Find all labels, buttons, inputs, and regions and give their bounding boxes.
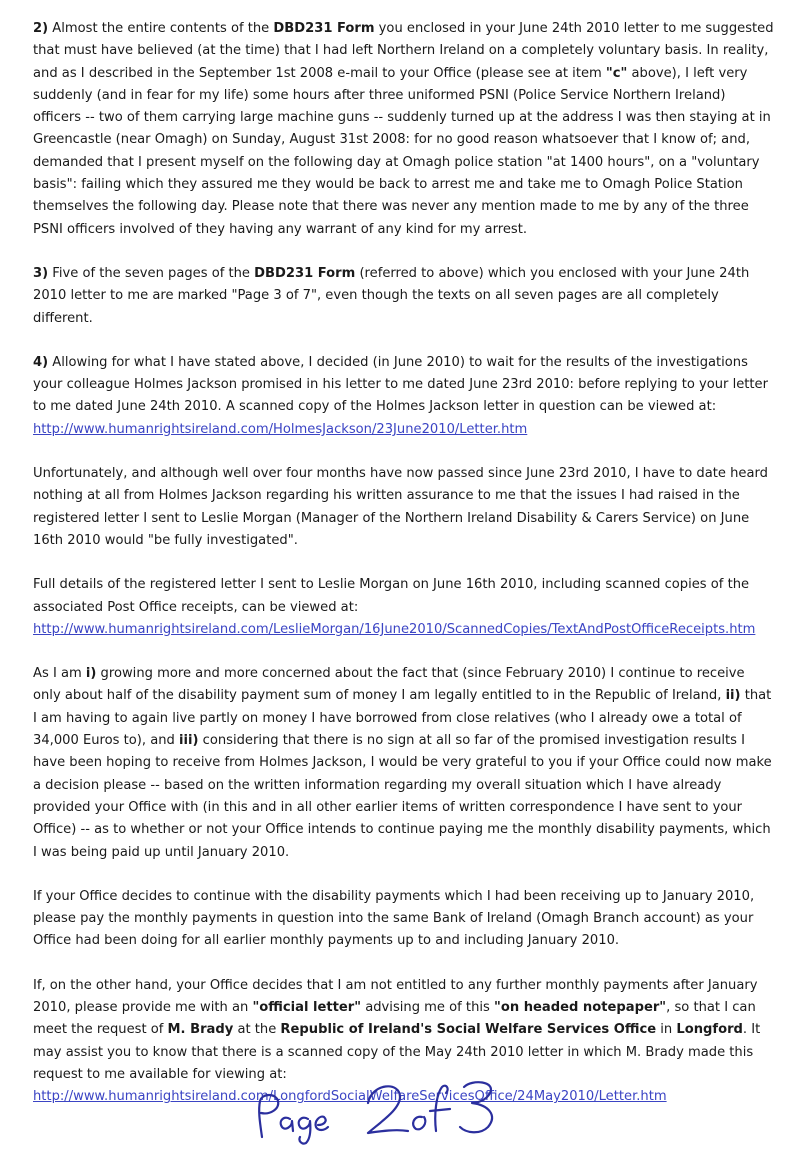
paragraph-text: Unfortunately, and although well over four months have now passed since June 23rd 2010, I have to date heard nothing at all from Holmes Jackson regarding his written assurance to me that the issues I had raised in the registered letter I sent to Leslie Morgan (Manager of the Northern Ireland Disability & Carers Service) on June 16th 2010 would "be fully investigated". xyxy=(33,466,768,548)
emphasis: Longford xyxy=(676,1022,743,1038)
paragraph-text: above), I left very suddenly (and in fear for my life) some hours after three uniformed PSNI (Police Service Northern Ireland) officers -- two of them carrying large machine guns -- suddenly turned up at the address I was then staying at in Greencastle (near Omagh) on Sunday, August 31st 2008: for no good reason whatsoever that I know of; and, demanded that I present myself on the following day at Omagh police station "at 1400 hours", on a "voluntary basis": failing which they assured me they would be back to arrest me and take me to Omagh Police Station themselves the following day. Please note that there was never any mention made to me by any of the three PSNI officers involved of they having any warrant of any kind for my arrest. xyxy=(33,65,771,237)
paragraph-3 xyxy=(33,263,776,330)
paragraph-text: considering that there is no sign at all so far of the promised investigation results I have been hoping to receive from Holmes Jackson, I would be very grateful to you if your Office could now make a decision please -- based on the written information regarding my overall situation which I have already provided your Office with (in this and in all other earlier items of written correspondence I have sent to your Office) -- as to whether or not your Office intends to continue paying me the monthly disability payments, which I was being paid up until January 2010. xyxy=(33,733,772,860)
paragraph-4 xyxy=(33,352,776,441)
paragraph-text: Allowing for what I have stated above, I decided (in June 2010) to wait for the results of the investigations your colleague Holmes Jackson promised in his letter to me dated June 23rd 2010: before replying to your letter to me dated June 24th 2010. A scanned copy of the Holmes Jackson letter in question can be viewed at: xyxy=(33,354,769,415)
paragraph-2 xyxy=(33,18,776,241)
paragraph-text: If your Office decides to continue with the disability payments which I had been receiving up to January 2010, please pay the monthly payments in question into the same Bank of Ireland (Omagh Branch account) as your Office had been doing for all earlier monthly payments up to and including January 2010. xyxy=(33,888,755,949)
form-name: DBD231 Form xyxy=(254,265,356,281)
paragraph-text: that I am having to again live partly on money I have borrowed from close relatives (who I already owe a total of 34,000 Euros to), and xyxy=(33,688,772,749)
paragraph-text: at the xyxy=(233,1022,281,1038)
item-number: 3) xyxy=(33,265,49,281)
form-name: DBD231 Form xyxy=(273,21,375,36)
item-number: 4) xyxy=(33,354,49,370)
handwritten-page-number xyxy=(250,1075,540,1145)
paragraph-text: Full details of the registered letter I sent to Leslie Morgan on June 16th 2010, including scanned copies of the associated Post Office receipts, can be viewed at: xyxy=(33,577,750,615)
point-marker: ii) xyxy=(725,688,741,704)
emphasis: Republic of Ireland's Social Welfare Services Office xyxy=(280,1022,657,1038)
paragraph-text: in xyxy=(656,1022,677,1038)
paragraph-text: As I am xyxy=(33,666,86,682)
longford-letter-link[interactable]: http://www.humanrightsireland.com/LongfordSocialWelfareServicesOffice/24May2010/Letter.htm xyxy=(33,1089,667,1105)
paragraph-text: growing more and more concerned about the fact that (since February 2010) I continue to receive only about half of the disability payment sum of money I am legally entitled to in the Republic of Ireland, xyxy=(33,666,745,704)
holmes-jackson-letter-link[interactable]: http://www.humanrightsireland.com/HolmesJackson/23June2010/Letter.htm xyxy=(33,421,528,437)
item-number: 2) xyxy=(33,21,49,36)
paragraph-8 xyxy=(33,886,776,953)
emphasis: "on headed notepaper" xyxy=(494,999,667,1015)
paragraph-5 xyxy=(33,463,776,552)
point-marker: i) xyxy=(85,666,97,682)
paragraph-text: Almost the entire contents of the xyxy=(48,21,274,36)
leslie-morgan-receipts-link[interactable]: http://www.humanrightsireland.com/LeslieMorgan/16June2010/ScannedCopies/TextAndPostOfficeReceipts.htm xyxy=(33,621,756,637)
paragraph-7 xyxy=(33,663,776,864)
item-reference: "c" xyxy=(605,65,628,81)
paragraph-text: (referred to above) which you enclosed with your June 24th 2010 letter to me are marked "Page 3 of 7", even though the texts on all seven pages are all completely different. xyxy=(33,265,750,326)
paragraph-6 xyxy=(33,574,776,641)
paragraph-text: If, on the other hand, your Office decides that I am not entitled to any further monthly payments after January 2010, please provide me with an xyxy=(33,977,758,1015)
emphasis: "official letter" xyxy=(252,999,362,1015)
paragraph-text: you enclosed in your June 24th 2010 letter to me suggested that must have believed (at the time) that I had left Northern Ireland on a completely voluntary basis. In reality, and as I described in the September 1st 2008 e-mail to your Office (please see at item xyxy=(33,21,774,81)
point-marker: iii) xyxy=(179,733,199,749)
paragraph-text: Five of the seven pages of the xyxy=(48,265,255,281)
paragraph-text: advising me of this xyxy=(361,999,494,1015)
emphasis: M. Brady xyxy=(167,1022,234,1038)
paragraph-text: , so that I can meet the request of xyxy=(33,999,756,1038)
paragraph-text: . It may assist you to know that there is a scanned copy of the May 24th 2010 letter in which M. Brady made this request to me available for viewing at: xyxy=(33,1022,761,1082)
